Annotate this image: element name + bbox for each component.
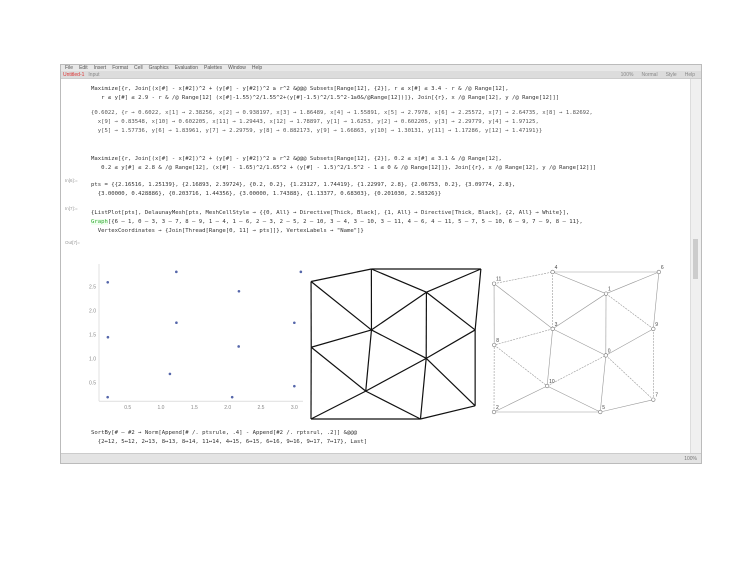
mesh-edge [311,282,371,330]
menu-palettes[interactable]: Palettes [204,65,223,71]
mesh-edge [371,330,426,358]
graph-edge [600,355,606,412]
mesh-edge [366,358,426,391]
mesh-edge [426,292,475,330]
y-tick-label: 1.5 [89,332,96,339]
menu-format[interactable]: Format [112,65,129,71]
input-cell-plots[interactable]: {ListPlot[pts], DelaunayMesh[pts, MeshCellStyle → {{0, All} → Directive[Thick, Black], {1, All} → Directive[Thick, Black], {2, All} → White}], Graph[{6 — 1, 0 — 3, 3 — 7, 8 — 9, 1 — 4, 1 — 6, 2 — 3, 2 — 5, 2 — 10, 3 — 4, 3 — 10, 3 — 11, 4 — 6, 4 — 11, 5 — 7, 5 — 10, 6 — 9, 7 — 9, 8 — 11}, VertexCoordinates → {Join[Thread[Range[0, 11] → pts]]}, VertexLabels → "Name"]} [91,210,583,234]
data-point [175,271,178,274]
graph-edge [606,329,653,356]
y-tick-label: 1.0 [89,356,96,363]
mesh-edge [311,330,371,347]
graph-edge [606,272,659,294]
graph-edge [553,272,606,294]
vertex-label: 0 [607,348,611,355]
data-point [106,396,109,399]
menu-evaluation[interactable]: Evaluation [174,65,199,71]
graph-edge [653,272,659,329]
graph-edge [494,329,552,345]
data-point [237,345,240,348]
graph-edge [553,294,606,329]
data-point [300,271,303,274]
x-tick-label: 3.0 [290,405,298,412]
mesh-edge [426,269,480,292]
notebook-status: Untitled-1 [63,71,85,78]
graph-edge [606,355,653,399]
toolbar-style[interactable]: Style [665,71,677,78]
in-label-7: In[7]:= [65,206,78,211]
menu-cell[interactable]: Cell [134,65,143,71]
style-mode[interactable]: Input [88,71,100,78]
scrollbar-thumb[interactable] [693,239,698,279]
graph-edge [547,386,600,412]
mesh-edge [371,269,426,292]
data-point [106,281,109,284]
data-point [169,373,172,376]
notebook-window [60,64,702,464]
toolbar-normal[interactable]: Normal [641,71,658,78]
zoom-level[interactable]: 100% [684,456,697,462]
mesh-edge [311,347,366,391]
toolbar [61,71,701,79]
output-cell-maximize-1: {0.6022, {r → 0.6022, x[1] → 2.38256, x[2] → 0.938197, x[3] → 1.86489, x[4] → 1.55891, x[5] → 2.7978, x[6] → 2.25572, x[7] → 2.64735, x[8] → 1.82692, x[9] → 0.83548, x[10] → 0.602205, x[11] → 1.29443, x[12] → 1.78897, y[1] → 1.6253, y[2] → 0.602205, y[3] → 2.29779, y[4] → 1.97125, y[5] → 1.57736, y[6] → 1.83961, y[7] → 2.29759, y[8] → 0.882173, y[9] → 1.66863, y[10] → 1.30131, y[11] → 1.17286, y[12] → 1.47191}} [91,110,593,134]
y-tick-label: 0.5 [89,380,96,387]
graph-edge [553,329,606,356]
out-label-7: Out[7]= [65,240,80,245]
mesh-edge [371,292,426,330]
data-point [293,321,296,324]
input-cell-maximize-1[interactable]: Maximize[{r, Join[(x[#] - x[#2])^2 + (y[#] - y[#2])^2 ≥ r^2 &@@@ Subsets[Range[12], {2}], r ≤ x[#] ≤ 3.4 - r & /@ Range[12], r ≤ y[#] ≤ 2.9 - r & /@ Range[12] (x[#]-1.55)^2/1.55^2+(y[#]-1.5)^2/1.5^2-1≥0&/@Range[12])]}, Join[{r}, x /@ Range[12], y /@ Range[12]]] [91,86,560,101]
mesh-edge [426,330,475,358]
vertex-label: 2 [496,405,499,411]
menu-graphics[interactable]: Graphics [148,65,169,71]
toolbar-help[interactable]: Help [684,71,695,78]
vertex-label: 8 [496,338,499,345]
x-tick-label: 2.5 [257,405,265,412]
vertex-label: 3 [554,321,558,328]
graph-edge [547,355,606,386]
graph-edge [494,345,547,386]
menu-edit[interactable]: Edit [79,65,88,71]
x-tick-label: 0.5 [124,405,132,412]
menu-help[interactable]: Help [251,65,263,71]
mesh-edge [366,330,372,391]
mesh-edge [475,269,481,330]
data-point [231,396,234,399]
graph-edge [600,400,653,412]
notebook-content [61,79,691,453]
data-point [107,336,110,339]
graph-edge [606,294,653,329]
vertex-label: 7 [655,392,659,399]
vertex-label: 1 [608,286,611,293]
data-point [293,385,296,388]
vertex-label: 6 [660,265,664,271]
data-point [175,321,178,324]
vertex-label: 5 [602,405,606,411]
graph-edge [494,386,547,412]
input-cell-sortby[interactable]: SortBy[# — #2 → Norm[Append[# /. ptsrule, .4] - Append[#2 /. rptsrul, .2]] &@@@ {2↔12, 5↔12, 2↔13, 8↔13, 8↔14, 11↔14, 4↔15, 6↔15, 6↔16, 9↔16, 9↔17, 7↔17}, Last] [91,430,368,445]
x-tick-label: 2.0 [224,405,232,412]
mesh-edge [366,391,421,419]
output-graphics[interactable] [81,254,691,429]
mesh-edge [311,269,371,282]
graph-function: Graph [91,219,108,225]
y-tick-label: 2.0 [89,308,96,315]
input-cell-maximize-2[interactable]: Maximize[{r, Join[(x[#] - x[#2])^2 + (y[#] - y[#2])^2 ≥ r^2 &@@@ Subsets[Range[12], {2}], 0.2 ≤ x[#] ≤ 3.1 & /@ Range[12], 0.2 ≤ y[#] ≤ 2.8 & /@ Range[12], (x[#] - 1.65)^2/1.65^2 + (y[#] - 1.5)^2/1.5^2 - 1 ≤ 0 & /@ Range[12]]}, Join[{r}, x /@ Range[12], y /@ Range[12]]] [91,156,597,171]
toolbar-zoom[interactable]: 100% [620,71,634,78]
mesh-edge [420,406,475,419]
vertex-label: 4 [554,265,558,271]
menu-window[interactable]: Window [228,65,246,71]
input-cell-pts[interactable]: pts = {{2.16516, 1.25139}, {2.16893, 2.39724}, {0.2, 0.2}, {1.23127, 1.74419}, {1.22997, 2.8}, {2.06753, 0.2}, {3.09774, 2.8}, {3.00000, 0.428886}, {0.203716, 1.44356}, {3.00000, 1.74388}, {1.13377, 0.68303}, {0.201030, 2.58326}} [91,182,516,197]
graph-edge [494,284,553,329]
mesh-edge [426,358,475,405]
menu-insert[interactable]: Insert [93,65,107,71]
x-tick-label: 1.5 [190,405,198,412]
vertex-label: 10 [549,378,555,385]
data-point [238,290,241,293]
horizontal-scrollbar[interactable] [61,453,701,463]
menu-file[interactable]: File [65,65,74,71]
graph-edge [494,272,553,284]
y-tick-label: 2.5 [89,284,96,291]
x-tick-label: 1.0 [157,405,165,412]
mesh-edge [420,358,426,419]
vertex-label: 11 [496,276,502,283]
graph-edge [547,329,553,386]
mesh-edge [311,391,366,419]
vertex-label: 9 [655,321,659,328]
in-label-6: In[6]:= [65,178,78,183]
vertical-scrollbar[interactable] [690,79,701,453]
